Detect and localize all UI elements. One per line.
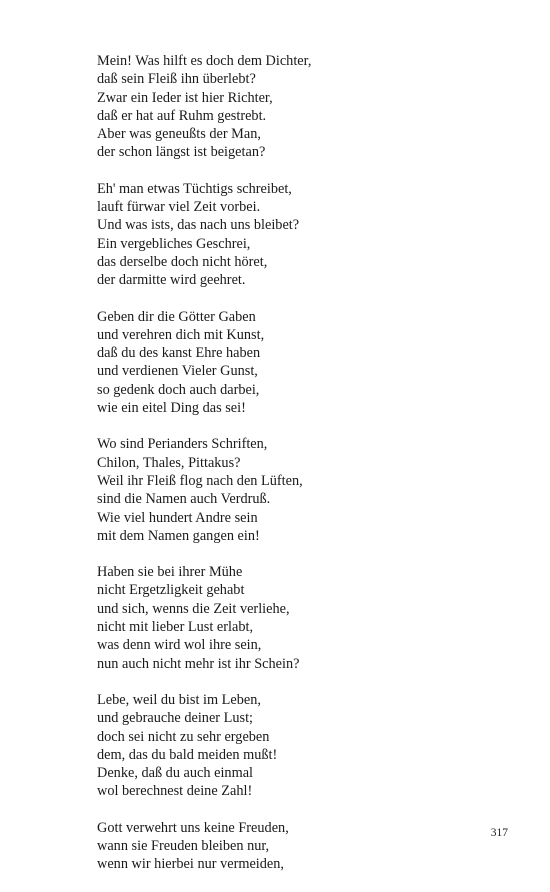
verse-line: Zwar ein Ieder ist hier Richter, [97,89,273,106]
stanza-1 [97,52,497,162]
verse-line: und sich, wenns die Zeit verliehe, [97,600,290,617]
stanza-3 [97,308,497,418]
verse-line: nicht mit lieber Lust erlabt, [97,619,254,636]
verse-line: mit dem Namen gangen ein! [97,527,260,544]
verse-line: Gott verwehrt uns keine Freuden, [97,819,289,836]
verse-line: Eh' man etwas Tüchtigs schreibet, [97,180,292,197]
verse-line: doch sei nicht zu sehr ergeben [97,728,270,745]
verse-line: der darmitte wird geehret. [97,272,246,289]
verse-line: Und was ists, das nach uns bleibet? [97,217,300,234]
verse-line: nicht Ergetzligkeit gehabt [97,582,245,599]
verse-line: Mein! Was hilft es doch dem Dichter, [97,53,312,69]
verse-line: Aber was geneußts der Man, [97,126,261,143]
verse-line: und gebrauche deiner Lust; [97,710,254,727]
verse-line: und verdienen Vieler Gunst, [97,363,258,380]
verse-line: wol berechnest deine Zahl! [97,783,253,800]
verse-line: das derselbe doch nicht höret, [97,253,268,270]
page-number: 317 [490,827,508,839]
verse-line: wann sie Freuden bleiben nur, [97,837,270,854]
verse-line: Ein vergebliches Geschrei, [97,235,251,252]
verse-line: der schon längst ist beigetan? [97,144,266,161]
verse-line: Weil ihr Fleiß flog nach den Lüften, [97,472,303,489]
verse-line: daß er hat auf Ruhm gestrebt. [97,107,267,124]
verse-line: wenn wir hierbei nur vermeiden, [97,856,284,873]
verse-line: Chilon, Thales, Pittakus? [97,454,241,471]
verse-line: was denn wird wol ihre sein, [97,637,262,654]
stanza-4 [97,435,497,545]
verse-line: Geben dir die Götter Gaben [97,308,256,325]
verse-line: und verehren dich mit Kunst, [97,326,265,343]
stanza-6 [97,691,497,801]
verse-line: Wie viel hundert Andre sein [97,509,258,526]
verse-line: sind die Namen auch Verdruß. [97,491,271,508]
stanza-2 [97,180,497,290]
poem-body [97,52,497,892]
verse-line: Denke, daß du auch einmal [97,765,254,782]
verse-line: nun auch nicht mehr ist ihr Schein? [97,655,300,672]
verse-line: Haben sie bei ihrer Mühe [97,564,243,581]
verse-line: daß du des kanst Ehre haben [97,345,261,362]
verse-line: daß sein Fleiß ihn überlebt? [97,71,256,88]
verse-line: Wo sind Perianders Schriften, [97,436,268,453]
stanza-7 [97,819,497,874]
verse-line: Lebe, weil du bist im Leben, [97,691,261,708]
stanza-5 [97,563,497,673]
verse-line: dem, das du bald meiden mußt! [97,746,278,763]
verse-line: so gedenk doch auch darbei, [97,381,260,398]
verse-line: wie ein eitel Ding das sei! [97,400,246,417]
verse-line: lauft fürwar viel Zeit vorbei. [97,199,261,216]
